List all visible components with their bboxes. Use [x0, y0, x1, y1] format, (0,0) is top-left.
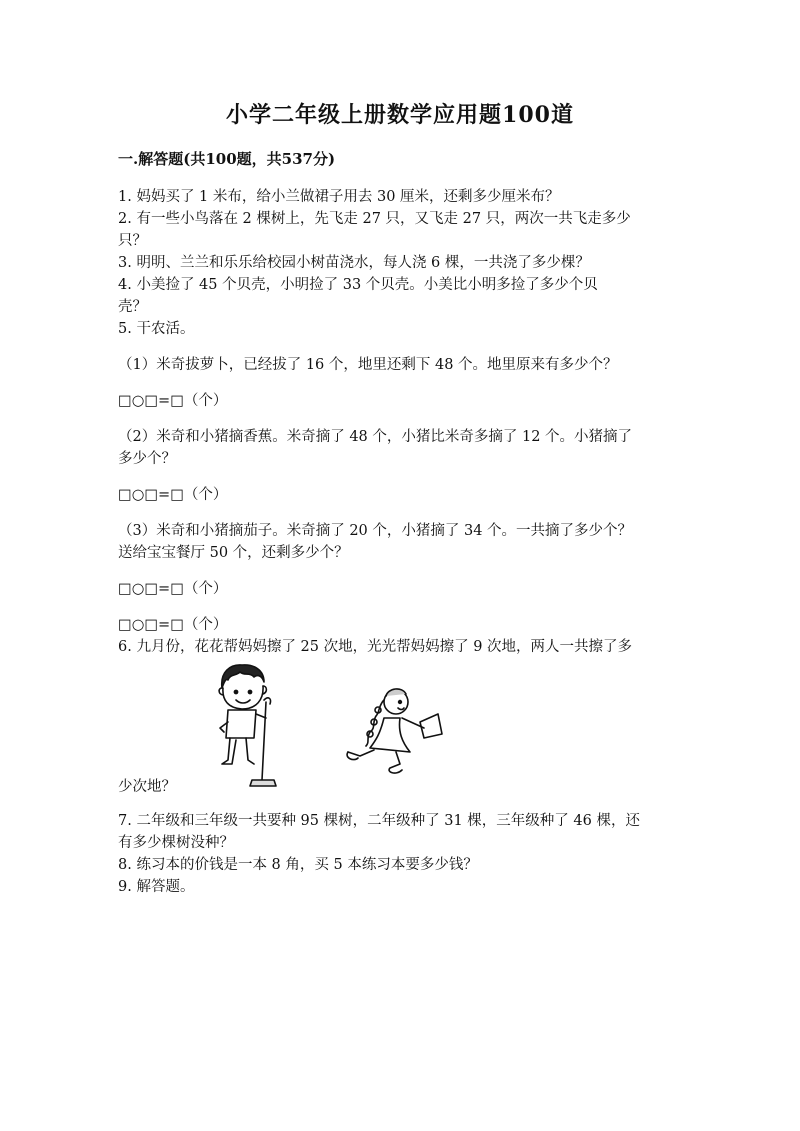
boy-mopping-illustration — [214, 662, 286, 794]
question-6-illustration — [118, 662, 686, 800]
question-5-sub-1-formula: □○□=□（个） — [118, 393, 228, 409]
question-3: 3. 明明、兰兰和乐乐给校园小树苗浇水，每人浇 6 棵，一共浇了多少棵？ — [118, 255, 590, 271]
question-6-line-2: 少次地？ — [118, 779, 176, 795]
question-2-line-1: 2. 有一些小鸟落在 2 棵树上，先飞走 27 只，又飞走 27 只，两次一共飞走多少 — [118, 211, 631, 227]
question-8: 8. 练习本的价钱是一本 8 角，买 5 本练习本要多少钱？ — [118, 857, 478, 873]
question-5-sub-2-line-1: （2）米奇和小猪摘香蕉。米奇摘了 48 个，小猪比米奇多摘了 12 个。小猪摘了 — [118, 429, 633, 445]
question-5-sub-1: （1）米奇拔萝卜，已经拔了 16 个，地里还剩下 48 个。地里原来有多少个？ — [118, 357, 618, 373]
question-5-sub-3-formula-2: □○□=□（个） — [118, 617, 228, 633]
question-2-line-2: 只？ — [118, 233, 147, 249]
question-5-sub-3-line-1: （3）米奇和小猪摘茄子。米奇摘了 20 个，小猪摘了 34 个。一共摘了多少个？ — [118, 523, 633, 539]
question-5-sub-2-formula: □○□=□（个） — [118, 487, 228, 503]
girl-cleaning-illustration — [340, 684, 450, 784]
question-4-line-1: 4. 小美捡了 45 个贝壳，小明捡了 33 个贝壳。小美比小明多捡了多少个贝 — [118, 277, 598, 293]
question-6-line-1: 6. 九月份，花花帮妈妈擦了 25 次地，光光帮妈妈擦了 9 次地，两人一共擦了多 — [118, 639, 633, 655]
question-5: 5. 干农活。 — [118, 321, 195, 337]
question-5-sub-3-formula-1: □○□=□（个） — [118, 581, 228, 597]
question-7-line-2: 有多少棵树没种？ — [118, 835, 234, 851]
page-title: 小学二年级上册数学应用题100道 — [226, 102, 574, 128]
question-1: 1. 妈妈买了 1 米布，给小兰做裙子用去 30 厘米，还剩多少厘米布？ — [118, 189, 560, 205]
question-5-sub-3-line-2: 送给宝宝餐厅 50 个，还剩多少个？ — [118, 545, 349, 561]
question-7-line-1: 7. 二年级和三年级一共要种 95 棵树，二年级种了 31 棵，三年级种了 46 棵，还 — [118, 813, 640, 829]
question-9: 9. 解答题。 — [118, 879, 195, 895]
question-5-sub-2-line-2: 多少个？ — [118, 451, 176, 467]
section-heading: 一.解答题(共100题，共537分) — [118, 150, 336, 168]
question-4-line-2: 壳？ — [118, 299, 147, 315]
question-list — [118, 186, 686, 898]
